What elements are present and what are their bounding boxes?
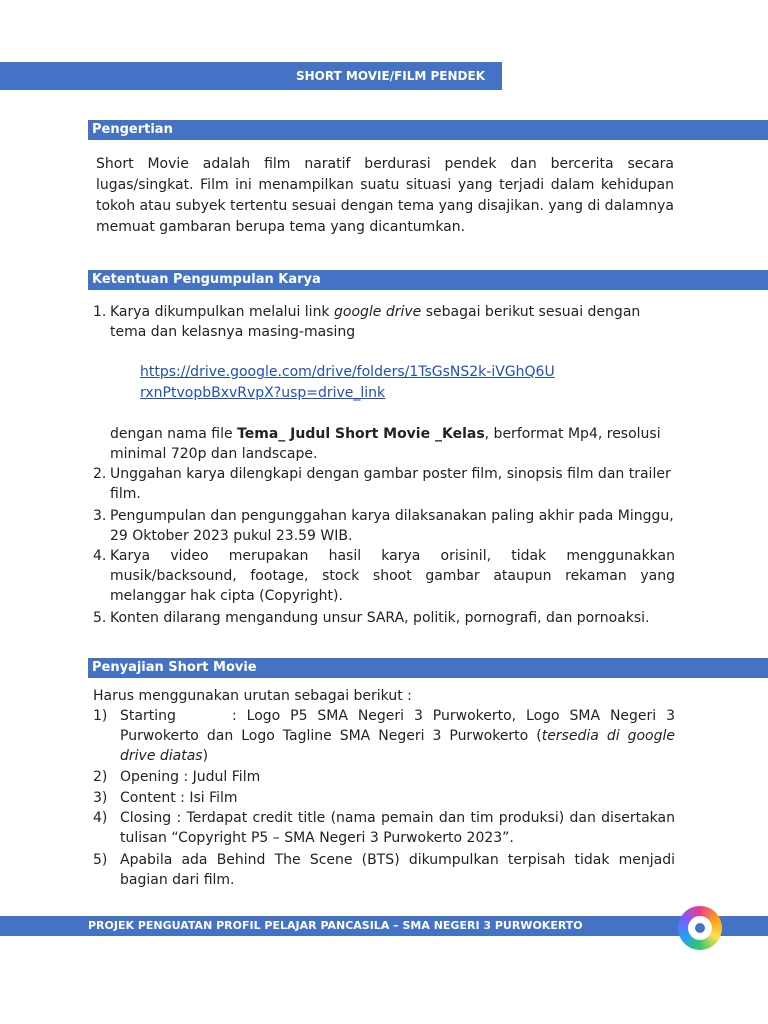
list-item-text (120, 808, 675, 848)
list-item-number: 4) (93, 810, 108, 826)
list-item-separator: : (183, 769, 189, 785)
list-item-label: Content (120, 790, 176, 806)
list-item-text (120, 788, 675, 808)
p5-logo-icon (678, 906, 722, 950)
logo-inner (688, 916, 712, 940)
file-note-bold: Tema_ Judul Short Movie _Kelas (237, 426, 485, 442)
list-item-text (120, 767, 675, 787)
list-item-text-before: Karya dikumpulkan melalui link (110, 304, 334, 320)
list-item-number: 3. (93, 508, 107, 524)
section-heading-pengertian (88, 120, 768, 140)
list-item-separator: : (180, 790, 185, 806)
list-item-text: Apabila ada Behind The Scene (BTS) dikumpulkan terpisah tidak menjadi bagian dari film. (120, 852, 675, 888)
file-note-suffix: , berformat Mp4, resolusi minimal 720p dan landscape. (110, 426, 661, 462)
section-heading-text: Ketentuan Pengumpulan Karya (92, 272, 321, 287)
paragraph-pengertian: Short Movie adalah film naratif berdurasi pendek dan bercerita secara lugas/singkat. Film ini menampilkan suatu situasi yang terjadi dalam kehidupan tokoh atau subyek tertentu sesuai dengan tema yang disajikan. yang di dalamnya memuat gambaran berupa tema yang dicantumkan. (96, 156, 674, 235)
list-item-label: Starting (120, 708, 176, 724)
section-heading-penyajian (88, 658, 768, 678)
list-item-separator: : (232, 708, 237, 724)
list-item-text-italic: tersedia di google drive diatas (120, 728, 675, 764)
file-name-note (110, 424, 675, 464)
list-item-number: 5. (93, 610, 107, 626)
google-drive-link[interactable]: https://drive.google.com/drive/folders/1TsGsNS2k-iVGhQ6UrxnPtvopbBxvRvpX?usp=drive_link (140, 364, 555, 401)
footer-bar (0, 916, 768, 936)
list-item-text: Karya video merupakan hasil karya orisinil, tidak menggunakkan musik/backsound, footage, stock shoot gambar ataupun rekaman yang melanggar hak cipta (Copyright). (110, 548, 675, 604)
list-item-text-main: Terdapat credit title (nama pemain dan tim produksi) dan disertakan tulisan “Copyright P5 – SMA Negeri 3 Purwokerto 2023”. (120, 810, 675, 846)
footer-text: PROJEK PENGUATAN PROFIL PELAJAR PANCASILA – SMA NEGERI 3 PURWOKERTO (88, 919, 583, 932)
list-item-text: Unggahan karya dilengkapi dengan gambar poster film, sinopsis film dan trailer film. (110, 466, 671, 502)
list-item-text: Konten dilarang mengandung unsur SARA, politik, pornografi, dan pornoaksi. (110, 610, 650, 626)
section-intro: Harus menggunakan urutan sebagai berikut : (93, 688, 412, 704)
list-item-text: Pengumpulan dan pengunggahan karya dilaksanakan paling akhir pada Minggu, 29 Oktober 2023 pukul 23.59 WIB. (110, 508, 674, 544)
logo-dot (695, 923, 705, 933)
list-item-text-main: Logo P5 SMA Negeri 3 Purwokerto, Logo SMA Negeri 3 Purwokerto dan Logo Tagline SMA Negeri 3 Purwokerto ( (120, 708, 676, 744)
page-title (0, 62, 502, 90)
section-heading-text: Pengertian (92, 122, 173, 137)
list-item-number: 1) (93, 708, 108, 724)
list-item-number: 2. (93, 466, 107, 482)
section-heading-ketentuan (88, 270, 768, 290)
page-title-text: SHORT MOVIE/FILM PENDEK (295, 69, 485, 83)
list-item-separator: : (176, 810, 182, 826)
list-item-number: 2) (93, 769, 108, 785)
list-item-text (110, 302, 675, 342)
section-heading-text: Penyajian Short Movie (92, 660, 257, 675)
list-item-text-italic: google drive (334, 304, 422, 320)
list-item-number: 3) (93, 790, 108, 806)
list-item-text-main: Isi Film (189, 790, 238, 806)
list-item-text-after: ) (202, 748, 209, 764)
list-item-text-main: Judul Film (192, 769, 261, 785)
list-item-number: 1. (93, 304, 107, 320)
list-item-text-after: sebagai berikut sesuai dengan tema dan kelasnya masing-masing (110, 304, 641, 340)
list-item-label: Closing (120, 810, 172, 826)
list-item-number: 4. (93, 548, 107, 564)
file-note-prefix: dengan nama file (110, 426, 238, 442)
list-item-text (120, 706, 675, 766)
list-item-label: Opening (120, 769, 180, 785)
list-item-number: 5) (93, 852, 108, 868)
